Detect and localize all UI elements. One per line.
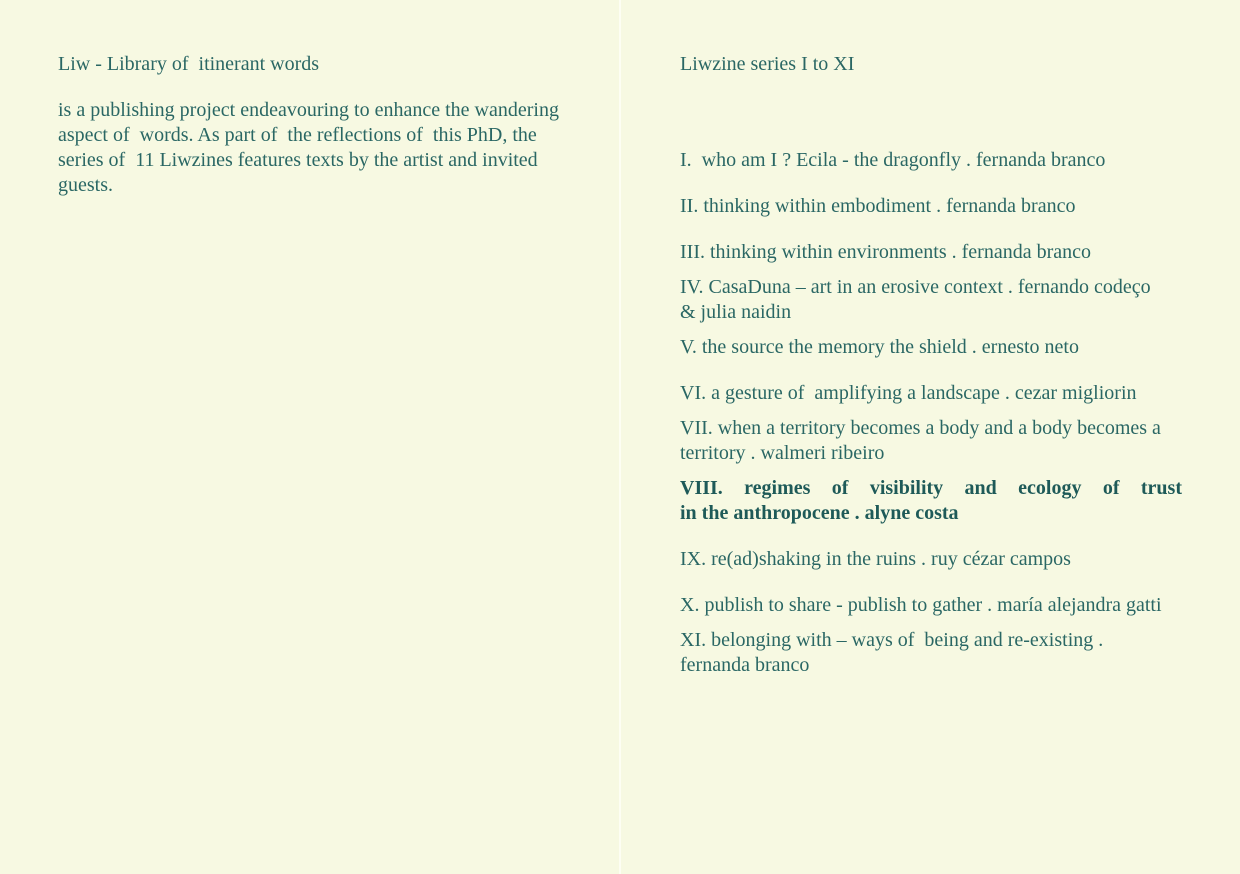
series-title: Liwzine series I to XI: [680, 53, 855, 75]
series-item-xi: [680, 628, 1182, 678]
right-page: [620, 0, 1240, 874]
series-item-text: VII. when a territory becomes a body and a body becomes a: [680, 417, 1161, 439]
series-item-text: VIII. regimes of visibility and ecology of trust: [680, 477, 1182, 499]
series-item-text: V. the source the memory the shield . ernesto neto: [680, 336, 1079, 358]
paragraph-line: aspect of words. As part of the reflections of this PhD, the: [58, 124, 537, 146]
series-item-v: [680, 335, 1182, 360]
series-item-iv: [680, 275, 1182, 325]
series-item-text: fernanda branco: [680, 654, 810, 676]
series-item-ii: [680, 194, 1182, 219]
series-item-text: II. thinking within embodiment . fernanda branco: [680, 195, 1076, 217]
series-item-text: territory . walmeri ribeiro: [680, 442, 885, 464]
series-list: [680, 148, 1182, 678]
series-item-vii: [680, 416, 1182, 466]
paragraph-line: is a publishing project endeavouring to enhance the wandering: [58, 99, 559, 121]
series-item-iii: [680, 240, 1182, 265]
paragraph-line: guests.: [58, 174, 113, 196]
series-item-text: in the anthropocene . alyne costa: [680, 502, 959, 524]
series-item-ix: [680, 547, 1182, 572]
series-item-viii: [680, 476, 1182, 526]
series-item-text: III. thinking within environments . fernanda branco: [680, 241, 1091, 263]
series-item-text: XI. belonging with – ways of being and re-existing .: [680, 629, 1104, 651]
left-page-title: Liw - Library of itinerant words: [58, 53, 320, 75]
series-item-x: [680, 593, 1182, 618]
intro-paragraph: [58, 98, 563, 198]
series-item-i: [680, 148, 1182, 173]
series-item-vi: [680, 381, 1182, 406]
series-item-text: X. publish to share - publish to gather . maría alejandra gatti: [680, 594, 1162, 616]
series-item-text: VI. a gesture of amplifying a landscape . cezar migliorin: [680, 382, 1137, 404]
series-item-text: I. who am I ? Ecila - the dragonfly . fernanda branco: [680, 149, 1106, 171]
series-item-text: IV. CasaDuna – art in an erosive context . fernando codeço: [680, 276, 1151, 298]
series-item-text: IX. re(ad)shaking in the ruins . ruy cézar campos: [680, 548, 1071, 570]
series-item-text: & julia naidin: [680, 301, 792, 323]
paragraph-line: series of 11 Liwzines features texts by the artist and invited: [58, 149, 538, 171]
